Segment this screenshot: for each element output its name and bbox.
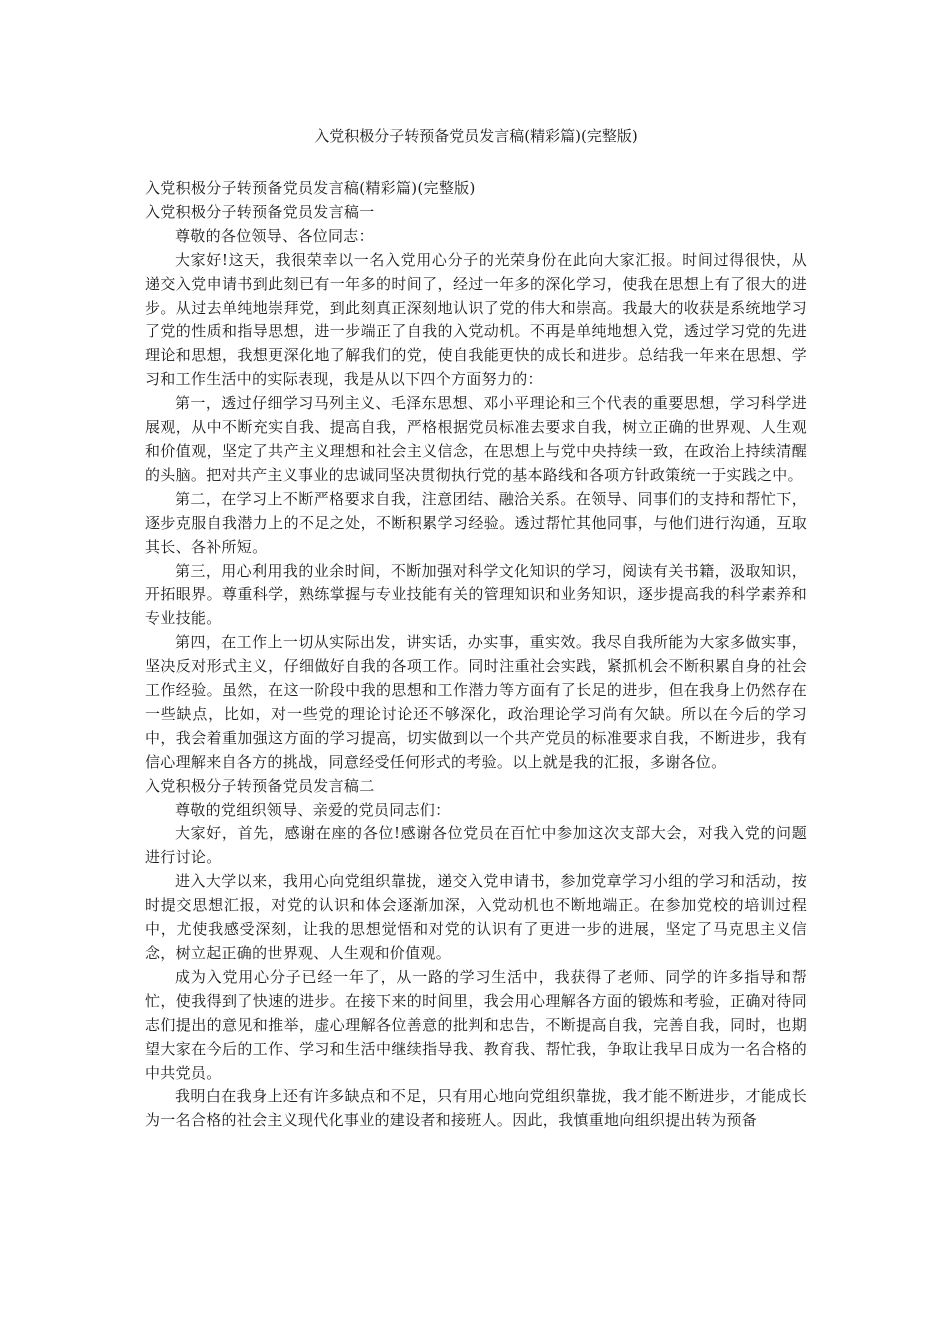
document-subtitle: 入党积极分子转预备党员发言稿(精彩篇)(完整版)	[145, 179, 476, 197]
section1-paragraph: 第一，透过仔细学习马列主义、毛泽东思想、邓小平理论和三个代表的重要思想，学习科学进展观，从中不断充实自我、提高自我，严格根据党员标准去要求自我，树立正确的世界观、人生观和价值观，坚定了共产主义理想和社会主义信念，在思想上与党中央持续一致，在政治上持续清醒的头脑。把对共产主义事业的忠诚同坚决贯彻执行党的基本路线和各项方针政策统一于实践之中。	[145, 394, 807, 484]
section2-paragraph: 大家好，首先，感谢在座的各位!感谢各位党员在百忙中参加这次支部大会，对我入党的问题进行讨论。	[145, 824, 807, 867]
section2-greeting: 尊敬的党组织领导、亲爱的党员同志们：	[175, 800, 451, 819]
section2-paragraph: 成为入党用心分子已经一年了，从一路的学习生活中，我获得了老师、同学的许多指导和帮忙，使我得到了快速的进步。在接下来的时间里，我会用心理解各方面的锻炼和考验，正确对待同志们提出的意见和推举，虚心理解各位善意的批判和忠告，不断提高自我，完善自我，同时，也期望大家在今后的工作、学习和生活中继续指导我、教育我、帮忙我，争取让我早日成为一名合格的中共党员。	[145, 967, 807, 1082]
document-body	[145, 177, 807, 1133]
section2-heading: 入党积极分子转预备党员发言稿二	[145, 776, 375, 795]
section2-paragraph: 我明白在我身上还有许多缺点和不足，只有用心地向党组织靠拢，我才能不断进步，才能成长为一名合格的社会主义现代化事业的建设者和接班人。因此，我慎重地向组织提出转为预备	[145, 1087, 807, 1130]
document-title: 入党积极分子转预备党员发言稿(精彩篇)(完整版)	[314, 127, 638, 145]
section2-paragraph: 进入大学以来，我用心向党组织靠拢，递交入党申请书，参加党章学习小组的学习和活动，按时提交思想汇报，对党的认识和体会逐渐加深，入党动机也不断地端正。在参加党校的培训过程中，尤使我感受深刻，让我的思想觉悟和对党的认识有了更进一步的进展，坚定了马克思主义信念，树立起正确的世界观、人生观和价值观。	[145, 872, 807, 962]
section1-paragraph: 第二，在学习上不断严格要求自我，注意团结、融洽关系。在领导、同事们的支持和帮忙下，逐步克服自我潜力上的不足之处，不断积累学习经验。透过帮忙其他同事，与他们进行沟通，互取其长、各补所短。	[145, 489, 807, 556]
section1-paragraph: 第四，在工作上一切从实际出发，讲实话，办实事，重实效。我尽自我所能为大家多做实事，坚决反对形式主义，仔细做好自我的各项工作。同时注重社会实践，紧抓机会不断积累自身的社会工作经验。虽然，在这一阶段中我的思想和工作潜力等方面有了长足的进步，但在我身上仍然存在一些缺点，比如，对一些党的理论讨论还不够深化，政治理论学习尚有欠缺。所以在今后的学习中，我会着重加强这方面的学习提高，切实做到以一个共产党员的标准要求自我，不断进步，我有信心理解来自各方的挑战，同意经受任何形式的考验。以上就是我的汇报，多谢各位。	[145, 633, 807, 771]
section1-heading: 入党积极分子转预备党员发言稿一	[145, 202, 375, 221]
section1-paragraph: 第三，用心利用我的业余时间，不断加强对科学文化知识的学习，阅读有关书籍，汲取知识，开拓眼界。尊重科学，熟练掌握与专业技能有关的管理知识和业务知识，逐步提高我的科学素养和专业技能。	[145, 561, 807, 628]
section1-paragraph: 大家好!这天，我很荣幸以一名入党用心分子的光荣身份在此向大家汇报。时间过得很快，从递交入党申请书到此刻已有一年多的时间了，经过一年多的深化学习，使我在思想上有了很大的进步。从过去单纯地崇拜党，到此刻真正深刻地认识了党的伟大和崇高。我最大的收获是系统地学习了党的性质和指导思想，进一步端正了自我的入党动机。不再是单纯地想入党，透过学习党的先进理论和思想，我想更深化地了解我们的党，使自我能更快的成长和进步。总结我一年来在思想、学习和工作生活中的实际表现，我是从以下四个方面努力的：	[145, 250, 807, 389]
section1-greeting: 尊敬的各位领导、各位同志：	[175, 226, 374, 245]
